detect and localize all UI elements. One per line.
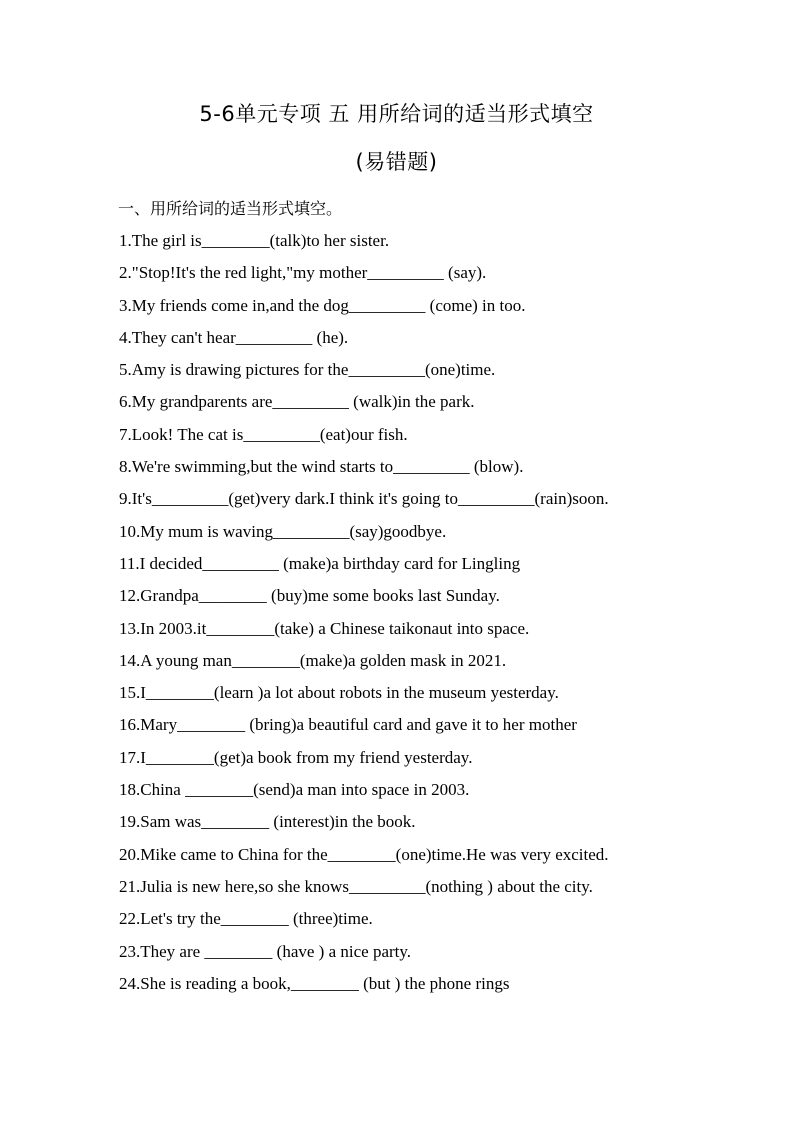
question-item: 17.I________(get)a book from my friend yesterday. xyxy=(119,747,473,767)
section-heading: 一、用所给词的适当形式填空。 xyxy=(118,199,343,218)
question-item: 18.China ________(send)a man into space in 2003. xyxy=(119,780,470,800)
question-item: 5.Amy is drawing pictures for the_________(one)time. xyxy=(119,360,496,380)
question-item: 15.I________(learn )a lot about robots in the museum yesterday. xyxy=(119,683,559,703)
question-item: 24.She is reading a book,________ (but ) the phone rings xyxy=(119,973,510,993)
question-item: 3.My friends come in,and the dog_________ (come) in too. xyxy=(119,295,526,315)
question-item: 7.Look! The cat is_________(eat)our fish. xyxy=(119,424,408,444)
question-item: 9.It's_________(get)very dark.I think it's going to_________(rain)soon. xyxy=(119,489,609,509)
question-item: 6.My grandparents are_________ (walk)in the park. xyxy=(119,392,475,412)
question-item: 19.Sam was________ (interest)in the book. xyxy=(119,812,416,832)
question-item: 23.They are ________ (have ) a nice party. xyxy=(119,941,412,961)
question-item: 8.We're swimming,but the wind starts to_________ (blow). xyxy=(119,457,524,477)
question-item: 4.They can't hear_________ (he). xyxy=(119,327,349,347)
question-item: 13.In 2003.it________(take) a Chinese taikonaut into space. xyxy=(119,618,530,638)
question-item: 21.Julia is new here,so she knows_________(nothing ) about the city. xyxy=(119,876,593,896)
page-title: 5-6单元专项 五 用所给词的适当形式填空 xyxy=(199,102,594,126)
question-item: 1.The girl is________(talk)to her sister. xyxy=(119,231,390,250)
question-item: 14.A young man________(make)a golden mask in 2021. xyxy=(119,650,507,670)
question-item: 10.My mum is waving_________(say)goodbye. xyxy=(119,521,447,541)
question-item: 11.I decided_________ (make)a birthday card for Lingling xyxy=(119,553,521,573)
page-subtitle: (易错题) xyxy=(355,150,438,174)
question-item: 16.Mary________ (bring)a beautiful card and gave it to her mother xyxy=(119,715,577,735)
question-item: 12.Grandpa________ (buy)me some books last Sunday. xyxy=(119,586,500,606)
question-item: 2."Stop!It's the red light,"my mother_________ (say). xyxy=(119,263,487,283)
question-item: 22.Let's try the________ (three)time. xyxy=(119,909,373,929)
question-item: 20.Mike came to China for the________(one)time.He was very excited. xyxy=(119,844,609,864)
question-list xyxy=(119,228,719,1003)
